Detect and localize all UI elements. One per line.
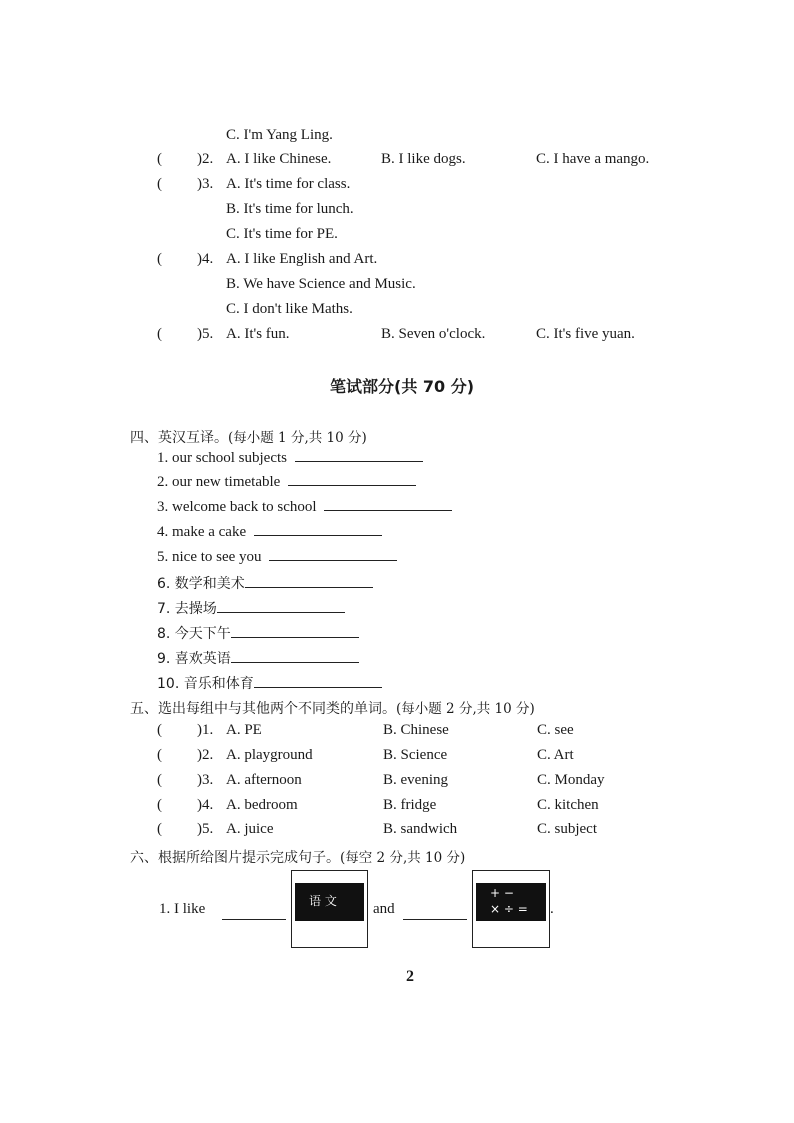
option-a: A. It's time for class.	[226, 176, 351, 192]
option-b: B. We have Science and Music.	[226, 276, 416, 292]
section6-heading	[130, 846, 465, 867]
option-b: B. It's time for lunch.	[226, 201, 354, 217]
answer-paren: (	[157, 772, 162, 788]
answer-paren: (	[157, 797, 162, 813]
answer-blank[interactable]	[254, 686, 382, 688]
section6-note: (每空 2 分,共 10 分)	[340, 850, 466, 866]
answer-blank[interactable]	[222, 918, 286, 920]
answer-blank[interactable]	[288, 484, 416, 486]
section4-title: 四、英汉互译。	[130, 430, 228, 446]
translation-item	[157, 524, 382, 541]
option-b: B. evening	[383, 772, 448, 788]
item-text: 10. 音乐和体育	[157, 676, 254, 692]
question-number: )1.	[197, 722, 214, 738]
answer-paren: (	[157, 176, 162, 192]
answer-paren: (	[157, 722, 162, 738]
option-c: C. subject	[537, 821, 597, 837]
answer-paren: (	[157, 821, 162, 837]
option-c: C. see	[537, 722, 574, 738]
item-text: 8. 今天下午	[157, 626, 231, 642]
maths-symbols-line2: × ÷ =	[490, 902, 528, 916]
item-text: 1. our school subjects	[157, 450, 287, 466]
item-text: 6. 数学和美术	[157, 576, 245, 592]
question-number: )2.	[197, 151, 214, 167]
translation-item	[157, 474, 416, 491]
question-number: )5.	[197, 821, 214, 837]
item-text: 4. make a cake	[157, 524, 247, 540]
answer-paren: (	[157, 747, 162, 763]
option-b: B. fridge	[383, 797, 437, 813]
option-c: C. I have a mango.	[536, 151, 650, 167]
option-a: A. PE	[226, 722, 262, 738]
translation-item	[157, 623, 359, 643]
answer-blank[interactable]	[403, 918, 467, 920]
page-number: 2	[406, 968, 414, 985]
section5-title: 五、选出每组中与其他两个不同类的单词。	[130, 701, 396, 717]
option-b: B. Seven o'clock.	[381, 326, 486, 342]
translation-item	[157, 598, 345, 618]
answer-blank[interactable]	[295, 460, 423, 462]
answer-blank[interactable]	[231, 636, 359, 638]
item-text: 3. welcome back to school	[157, 499, 317, 515]
translation-item	[157, 573, 373, 593]
option-a: A. bedroom	[226, 797, 298, 813]
answer-blank[interactable]	[217, 611, 345, 613]
translation-item	[157, 549, 397, 566]
option-b: B. Science	[383, 747, 448, 763]
section4-heading	[130, 426, 367, 447]
answer-blank[interactable]	[231, 661, 359, 663]
answer-blank[interactable]	[245, 586, 373, 588]
maths-symbols-line1: + −	[490, 886, 514, 900]
option-a: A. It's fun.	[226, 326, 290, 342]
option-c: C. Monday	[537, 772, 605, 788]
item-text: 9. 喜欢英语	[157, 651, 231, 667]
q1-option-c: C. I'm Yang Ling.	[226, 127, 333, 143]
chinese-subject-picture	[291, 870, 368, 948]
question-number: )4.	[197, 797, 214, 813]
question-number: )5.	[197, 326, 214, 342]
option-a: A. playground	[226, 747, 313, 763]
item-text: 2. our new timetable	[157, 474, 281, 490]
translation-item	[157, 450, 423, 467]
option-c: C. I don't like Maths.	[226, 301, 353, 317]
maths-symbols-board	[476, 883, 546, 921]
answer-blank[interactable]	[254, 534, 382, 536]
option-c: C. kitchen	[537, 797, 599, 813]
translation-item	[157, 673, 382, 693]
end-punctuation: .	[550, 901, 554, 917]
option-a: A. I like English and Art.	[226, 251, 378, 267]
answer-paren: (	[157, 151, 162, 167]
option-a: A. I like Chinese.	[226, 151, 332, 167]
option-b: B. Chinese	[383, 722, 449, 738]
translation-item	[157, 648, 359, 668]
item-text: 7. 去操场	[157, 601, 217, 617]
item-text: 5. nice to see you	[157, 549, 262, 565]
option-b: B. I like dogs.	[381, 151, 466, 167]
answer-paren: (	[157, 251, 162, 267]
section6-title: 六、根据所给图片提示完成句子。	[130, 850, 340, 866]
answer-paren: (	[157, 326, 162, 342]
written-part-title: 笔试部分(共 70 分)	[330, 377, 475, 396]
sentence-start: 1. I like	[159, 901, 206, 917]
option-c: C. It's time for PE.	[226, 226, 338, 242]
answer-blank[interactable]	[324, 509, 452, 511]
question-number: )4.	[197, 251, 214, 267]
option-a: A. afternoon	[226, 772, 302, 788]
answer-blank[interactable]	[269, 559, 397, 561]
option-b: B. sandwich	[383, 821, 458, 837]
section5-note: (每小题 2 分,共 10 分)	[396, 701, 535, 717]
section5-heading	[130, 697, 535, 718]
translation-item	[157, 499, 452, 516]
section4-note: (每小题 1 分,共 10 分)	[228, 430, 367, 446]
option-c: C. It's five yuan.	[536, 326, 635, 342]
option-a: A. juice	[226, 821, 274, 837]
conjunction-text: and	[373, 901, 395, 917]
maths-symbols-picture	[472, 870, 550, 948]
question-number: )3.	[197, 772, 214, 788]
chinese-subject-board	[295, 883, 364, 921]
question-number: )3.	[197, 176, 214, 192]
question-number: )2.	[197, 747, 214, 763]
picture-label: 语 文	[309, 894, 337, 908]
option-c: C. Art	[537, 747, 574, 763]
